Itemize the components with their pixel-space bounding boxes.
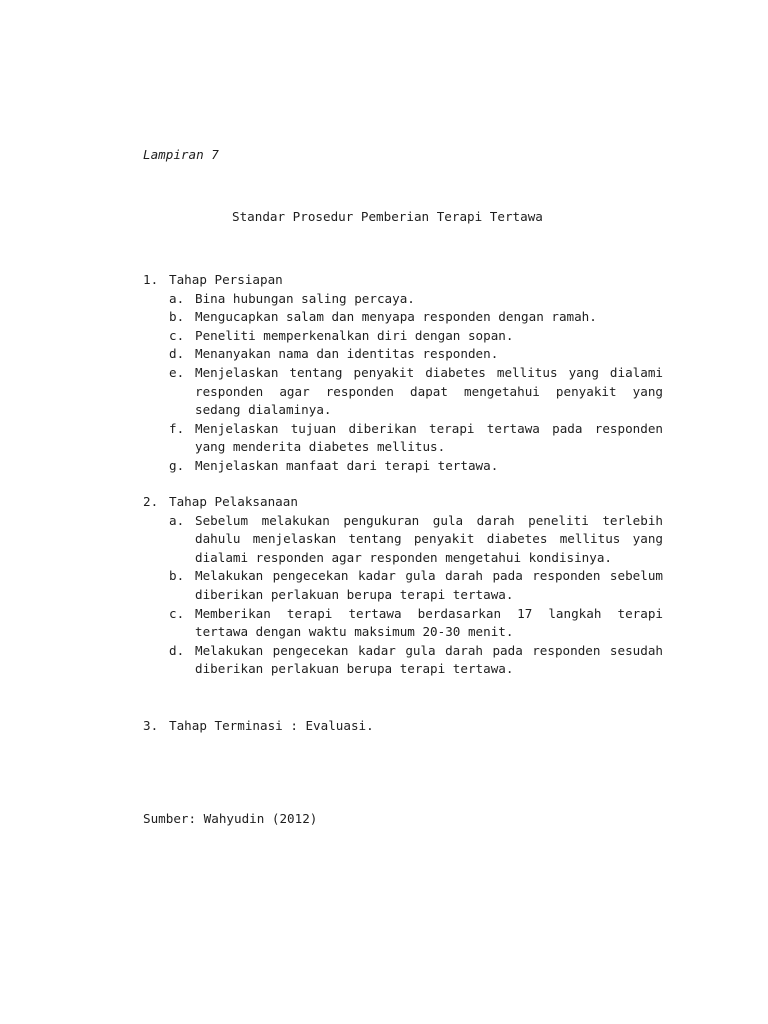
- section-heading: [143, 717, 663, 736]
- section-title: Tahap Terminasi : Evaluasi.: [169, 718, 374, 733]
- section-termination: [143, 717, 663, 736]
- item-text: Bina hubungan saling percaya.: [195, 290, 415, 306]
- list-item: [169, 364, 663, 420]
- section-preparation: [143, 271, 663, 476]
- item-text: Menjelaskan tujuan diberikan terapi tertawa pada responden yang menderita diabetes mellitus.: [195, 420, 663, 455]
- list-item: [169, 308, 663, 327]
- item-letter: e.: [169, 364, 185, 380]
- item-letter: a.: [169, 290, 185, 306]
- list-item: [169, 642, 663, 679]
- section-heading: [143, 271, 663, 290]
- item-text: Melakukan pengecekan kadar gula darah pada responden sebelum diberikan perlakuan berupa terapi tertawa.: [195, 568, 663, 602]
- step-list: [143, 290, 663, 476]
- item-letter: a.: [169, 512, 185, 528]
- item-letter: c.: [169, 327, 185, 343]
- item-letter: b.: [169, 309, 185, 325]
- appendix-label: Lampiran 7: [143, 147, 219, 162]
- item-text: Menanyakan nama dan identitas responden.: [195, 346, 499, 362]
- item-text: Memberikan terapi tertawa berdasarkan 17 langkah terapi tertawa dengan waktu maksimum 20-30 menit.: [195, 605, 663, 640]
- section-title: Tahap Pelaksanaan: [169, 494, 298, 509]
- item-letter: f.: [169, 420, 185, 436]
- section-heading: [143, 493, 663, 512]
- list-item: [169, 327, 663, 346]
- list-item: [169, 605, 663, 642]
- list-item: [169, 345, 663, 364]
- item-letter: c.: [169, 605, 185, 621]
- source-citation: Sumber: Wahyudin (2012): [143, 811, 318, 826]
- section-implementation: [143, 493, 663, 679]
- item-letter: d.: [169, 642, 185, 658]
- item-letter: b.: [169, 568, 185, 584]
- item-letter: d.: [169, 346, 185, 362]
- item-text: Sebelum melakukan pengukuran gula darah peneliti terlebih dahulu menjelaskan tentang penyakit diabetes mellitus yang dialami responden agar responden mengetahui kondisinya.: [195, 512, 663, 565]
- item-letter: g.: [169, 457, 185, 473]
- section-number: 1.: [143, 272, 159, 287]
- item-text: Menjelaskan tentang penyakit diabetes mellitus yang dialami responden agar responden dapat mengetahui penyakit yang sedang dialaminya.: [195, 364, 663, 418]
- item-text: Menjelaskan manfaat dari terapi tertawa.: [195, 457, 499, 473]
- list-item: [169, 457, 663, 476]
- list-item: [169, 290, 663, 309]
- section-number: 2.: [143, 494, 159, 509]
- list-item: [169, 567, 663, 604]
- item-text: Melakukan pengecekan kadar gula darah pada responden sesudah diberikan perlakuan berupa terapi tertawa.: [195, 642, 663, 677]
- list-item: [169, 420, 663, 457]
- item-text: Peneliti memperkenalkan diri dengan sopan.: [195, 327, 514, 343]
- step-list: [143, 512, 663, 679]
- section-number: 3.: [143, 718, 159, 733]
- list-item: [169, 512, 663, 568]
- document-title: Standar Prosedur Pemberian Terapi Tertawa: [232, 209, 543, 224]
- section-title: Tahap Persiapan: [169, 272, 283, 287]
- item-text: Mengucapkan salam dan menyapa responden dengan ramah.: [195, 309, 597, 325]
